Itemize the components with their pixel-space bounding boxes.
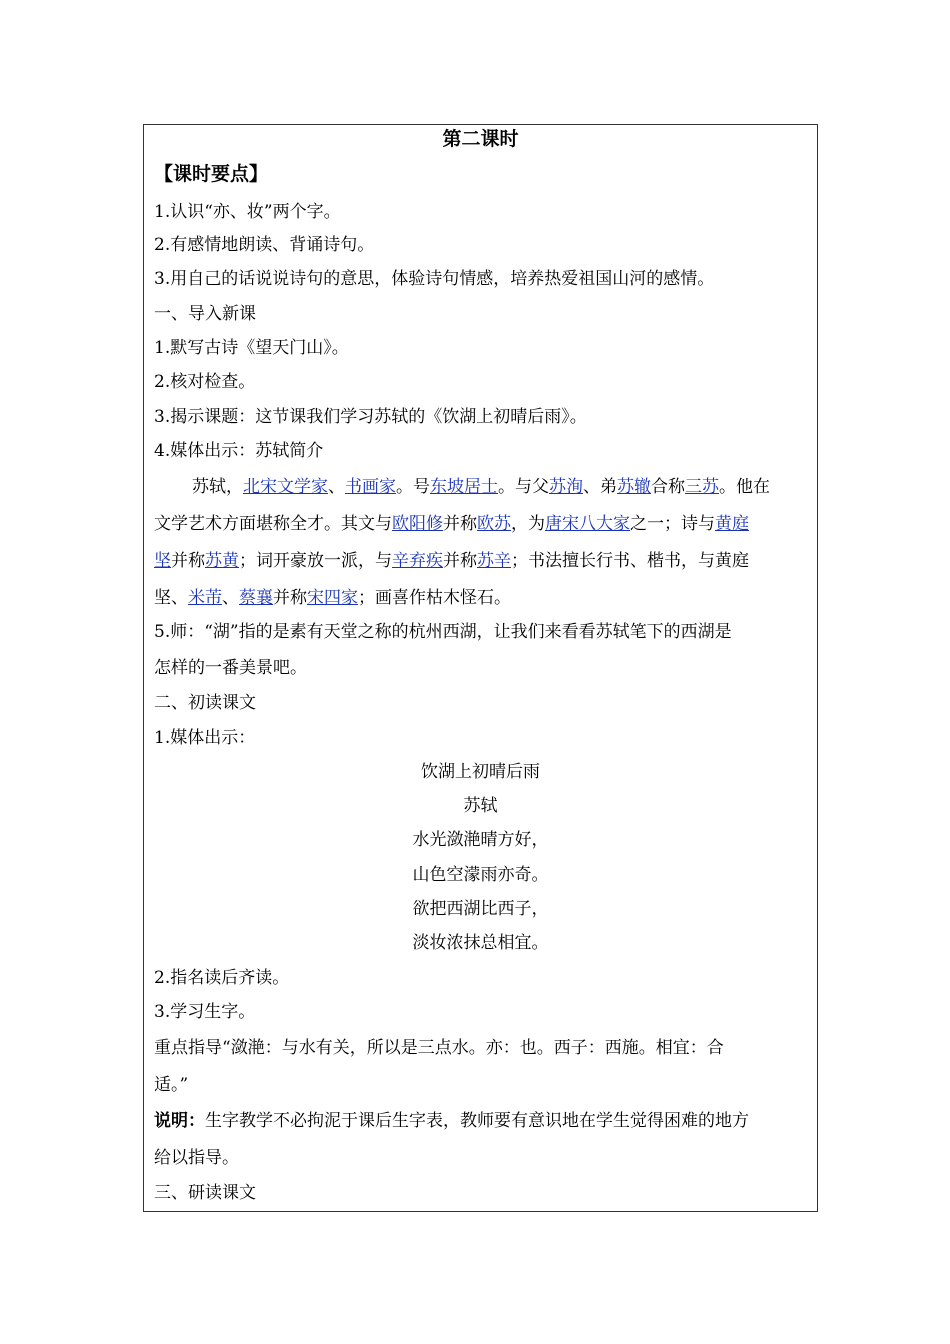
bio-text: 坚、 [154, 588, 188, 608]
note-line-1 [154, 1111, 809, 1131]
item5-line-1: 5.师：“湖”指的是素有天堂之称的杭州西湖，让我们来看看苏轼笔下的西湖是 [154, 622, 732, 642]
poem-line-4: 淡妆浓抹总相宜。 [412, 933, 549, 953]
bio-text: 合称 [651, 477, 685, 497]
part1-item-2: 2.核对检查。 [154, 372, 256, 392]
part1-item-4: 4.媒体出示：苏轼简介 [154, 441, 324, 461]
part1-item-1: 1.默写古诗《望天门山》。 [154, 338, 349, 358]
goal-1: 1.认识“亦、妆”两个字。 [154, 202, 341, 222]
poem-author: 苏轼 [463, 796, 498, 816]
bio-text: 。他在 [719, 477, 770, 497]
item5-line-2: 怎样的一番美景吧。 [154, 658, 307, 678]
guide-line-2: 适。” [154, 1075, 189, 1095]
part2-item-1: 1.媒体出示： [154, 728, 256, 748]
link-shu-hua-jia[interactable]: 书画家 [345, 477, 396, 497]
note-text: 生字教学不必拘泥于课后生字表，教师要有意识地在学生觉得困难的地方 [205, 1111, 749, 1131]
bio-text: ；画喜作枯木怪石。 [358, 588, 511, 608]
part3-heading: 三、研读课文 [154, 1183, 256, 1203]
link-su-huang[interactable]: 苏黄 [205, 551, 239, 571]
part2-item-3: 3.学习生字。 [154, 1002, 256, 1022]
bio-line-4 [154, 588, 809, 608]
link-su-zhe[interactable]: 苏辙 [617, 477, 651, 497]
bio-text: 文学艺术方面堪称全才。其文与 [154, 514, 392, 534]
part2-heading: 二、初读课文 [154, 693, 256, 713]
link-ouyang-xiu[interactable]: 欧阳修 [392, 514, 443, 534]
link-san-su[interactable]: 三苏 [685, 477, 719, 497]
page-title: 第二课时 [442, 128, 519, 150]
poem-line-2: 山色空濛雨亦奇。 [412, 865, 549, 885]
section-heading: 【课时要点】 [154, 163, 269, 185]
link-dong-po[interactable]: 东坡居士 [430, 477, 498, 497]
bio-text: 之一；诗与 [630, 514, 715, 534]
bio-text: 并称 [273, 588, 307, 608]
guide-line-1: 重点指导“潋滟：与水有关，所以是三点水。亦：也。西子：西施。相宜：合 [154, 1038, 724, 1058]
bio-text: 、 [222, 588, 239, 608]
goal-3: 3.用自己的话说说诗句的意思，体验诗句情感，培养热爱祖国山河的感情。 [154, 269, 715, 289]
bio-text: 、 [328, 477, 345, 497]
bio-text: 并称 [443, 551, 477, 571]
link-ou-su[interactable]: 欧苏 [477, 514, 511, 534]
bio-line-2 [154, 514, 809, 534]
bio-line-3 [154, 551, 809, 571]
note-line-2: 给以指导。 [154, 1148, 239, 1168]
poem-line-3: 欲把西湖比西子， [412, 899, 549, 919]
bio-text: 苏轼， [192, 477, 243, 497]
link-su-xun[interactable]: 苏洵 [549, 477, 583, 497]
link-bei-song[interactable]: 北宋文学家 [243, 477, 328, 497]
link-tang-song[interactable]: 唐宋八大家 [545, 514, 630, 534]
link-huang-ting[interactable]: 黄庭 [715, 514, 749, 534]
bio-text: 。号 [396, 477, 430, 497]
bio-text: 、弟 [583, 477, 617, 497]
link-mi-fu[interactable]: 米芾 [188, 588, 222, 608]
part1-item-3: 3.揭示课题：这节课我们学习苏轼的《饮湖上初晴后雨》。 [154, 407, 587, 427]
link-xin-qi-ji[interactable]: 辛弃疾 [392, 551, 443, 571]
part1-heading: 一、导入新课 [154, 304, 256, 324]
bio-text: 并称 [171, 551, 205, 571]
link-song-si-jia[interactable]: 宋四家 [307, 588, 358, 608]
bio-text: 并称 [443, 514, 477, 534]
link-cai-xiang[interactable]: 蔡襄 [239, 588, 273, 608]
poem-line-1: 水光潋滟晴方好， [412, 830, 549, 850]
link-su-xin[interactable]: 苏辛 [477, 551, 511, 571]
bio-text: ，为 [511, 514, 545, 534]
poem-title: 饮湖上初晴后雨 [421, 762, 540, 782]
lesson-table [143, 124, 818, 1212]
part2-item-2: 2.指名读后齐读。 [154, 968, 290, 988]
bio-line-1 [154, 477, 809, 497]
bio-text: 。与父 [498, 477, 549, 497]
goal-2: 2.有感情地朗读、背诵诗句。 [154, 235, 375, 255]
bio-text: ；词开豪放一派，与 [239, 551, 392, 571]
bio-text: ；书法擅长行书、楷书，与黄庭 [511, 551, 749, 571]
note-label: 说明： [154, 1111, 205, 1131]
link-jian[interactable]: 坚 [154, 551, 171, 571]
